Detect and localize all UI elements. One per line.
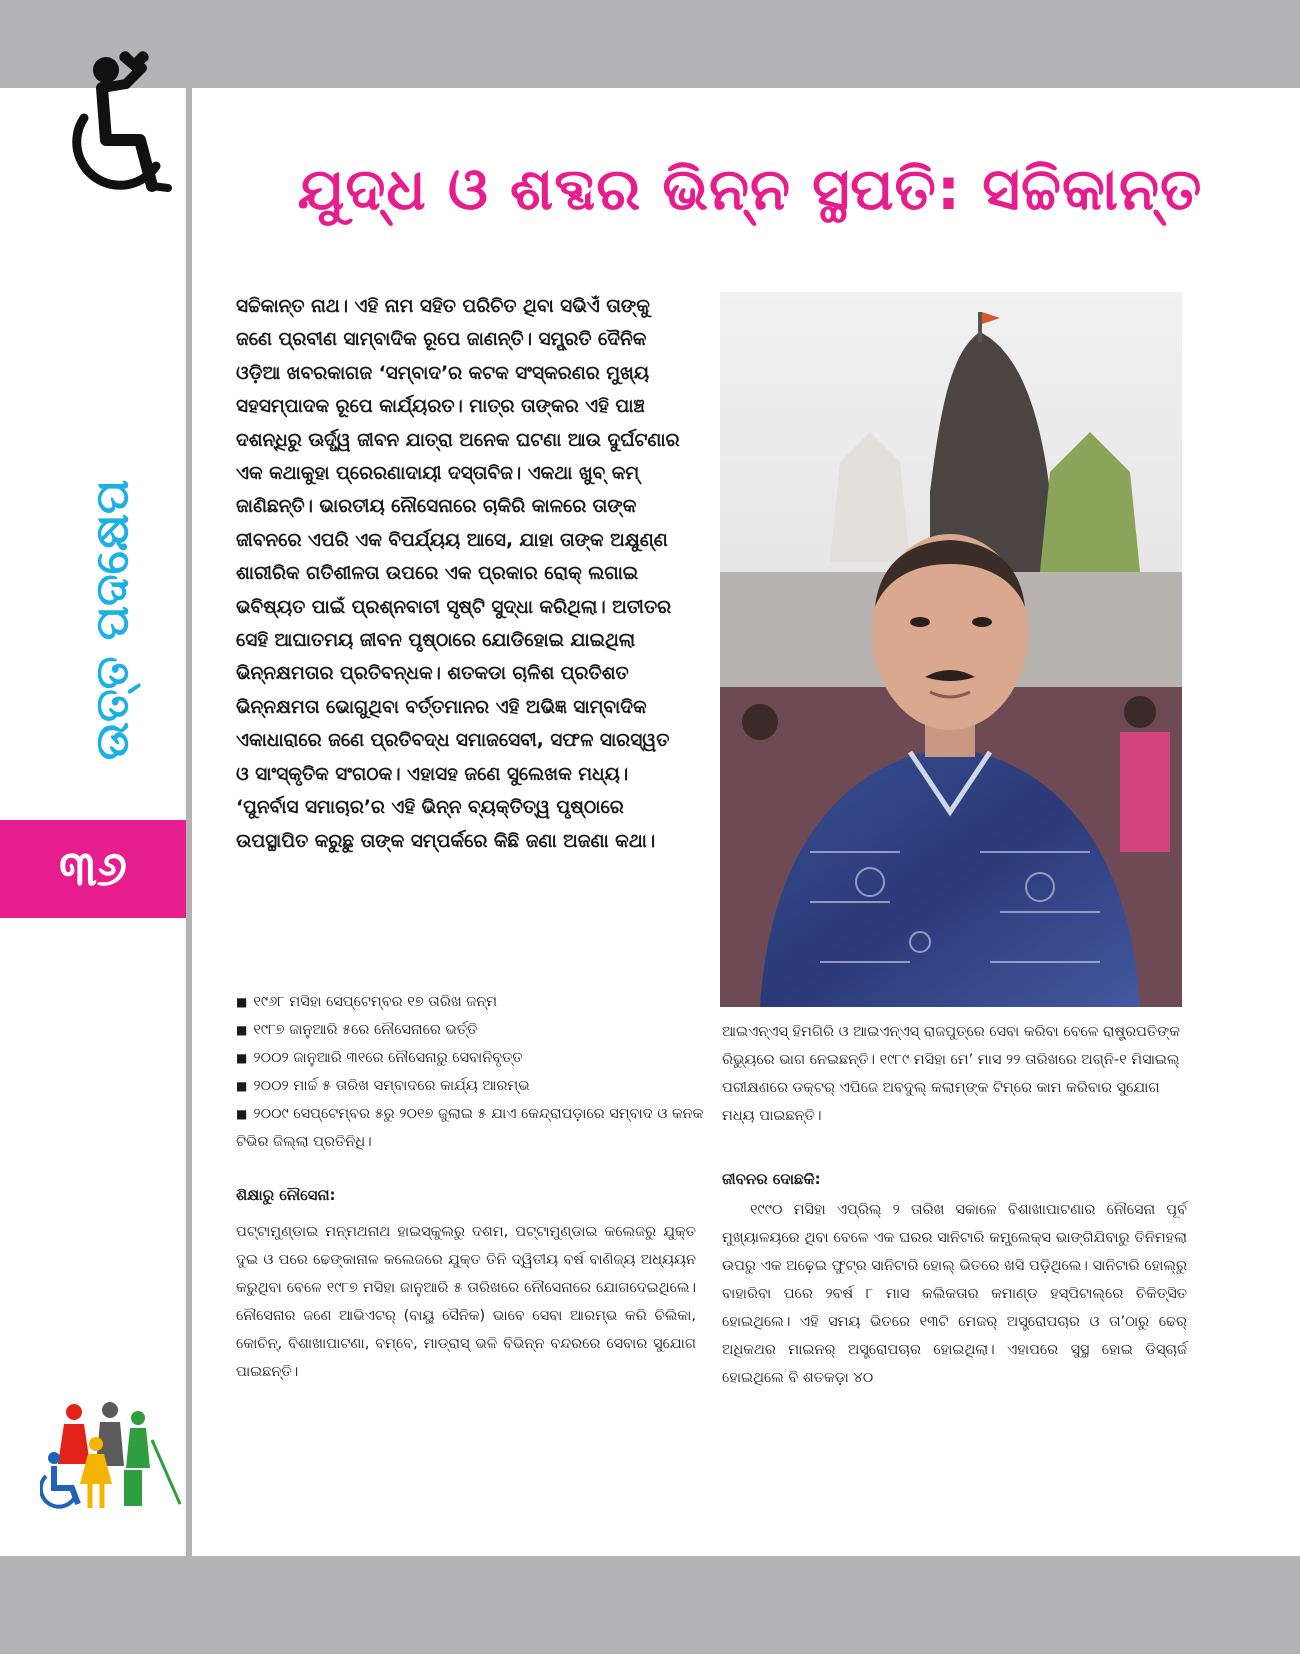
list-item: ■ ୨୦୦୨ ମାର୍ଚ୍ଚ ୫ ତାରିଖ ସମ୍ବାଦରେ କାର୍ଯ୍ୟ ଆରମ୍ଭ (236, 1072, 706, 1100)
section-heading-life: ଜୀବନର ଦୋଛକି: (722, 1170, 821, 1188)
section-heading-navy: ଶିକ୍ଷାରୁ ନୌସେନା: (236, 1186, 336, 1204)
wheelchair-user-icon (44, 48, 174, 208)
list-item: ■ ୧୯୬୮ ମସିହା ସେପ୍ଟେମ୍ବର ୧୭ ତାରିଖ ଜନ୍ମ (236, 988, 706, 1016)
list-item: ■ ୨୦୦୯ ସେପ୍ଟେମ୍ବର ୫ରୁ ୨୦୧୭ ଜୁଲାଇ ୫ ଯାଏ କେନ୍ଦ୍ରାପଡ଼ାରେ ସମ୍ବାଦ ଓ କନକ ଟିଭିର ଜିଲ୍ଲା ପ୍ରତିନିଧି। (236, 1100, 706, 1156)
portrait-photo (720, 292, 1182, 1007)
list-item: ■ ୧୯୮୭ ଜାନୁଆରି ୫ରେ ନୌସେନାରେ ଭର୍ତ୍ତି (236, 1016, 706, 1044)
top-gray-band (0, 0, 1300, 88)
section-text-navy: ପଟ୍ଟାମୁଣ୍ଡାଇ ମନ୍ମଥନାଥ ହାଇସ୍କୁଲରୁ ଦଶମ, ପଟ୍ଟାମୁଣ୍ଡାଇ କଲେଜରୁ ଯୁକ୍ତ ଦୁଇ ଓ ପରେ ଢେଙ୍କାନାଳ କଲେଜରେ ଯୁକ୍ତ ତିନି ଦ୍ୱିତୀୟ ବର୍ଷ ବାଣିଜ୍ୟ ଅଧ୍ୟୟନ କରୁଥିବା ବେଳେ ୧୯୮୭ ମସିହା ଜାନୁଆରି ୫ ତାରିଖରେ ନୌସେନାରେ ଯୋଗଦେଇଥିଲେ। ନୌସେନାର ଜଣେ ଆଭିଏଟର୍ (ବାୟୁ ସୈନିକ) ଭାବେ ସେବା ଆରମ୍ଭ କରି ଚିଲିକା, କୋଚିନ୍, ବିଶାଖାପାଟଣା, ବମ୍ବେ, ମାଡ୍ରାସ୍ ଭଳି ବିଭିନ୍ନ ବନ୍ଦରରେ ସେବାର ସୁଯୋଗ ପାଇଛନ୍ତି। (236, 1224, 696, 1380)
page-title: ଯୁଦ୍ଧ ଓ ଶବ୍ଦର ଭିନ୍ନ ସ୍ଥପତି: ସଚ୍ଚିକାନ୍ତ (297, 155, 1203, 223)
section-text-life: ୧୯୯୦ ମସିହା ଏପ୍ରିଲ୍ ୨ ତାରିଖ ସକାଳେ ବିଶାଖାପାଟଣାର ନୌସେନା ପୂର୍ବ ମୁଖ୍ୟାଳୟରେ ଥିବା ବେଳେ ଏକ ଘରର ସାନିଟାରି କମ୍ପ୍ଲେକ୍ସ ଭାଙ୍ଗିଯିବାରୁ ତିନିମହଲା ଉପରୁ ଏକ ଅଢ଼େଇ ଫୁଟ୍‌ର ସାନିଟାରି ହୋଲ୍ ଭିତରେ ଖସି ପଡ଼ିଥିଲେ। ସାନିଟାରି ହୋଲ୍‌ରୁ ବାହାରିବା ପରେ ୨ବର୍ଷ ୮ ମାସ କଲିକତାର କମାଣ୍ଡ ହସ୍‌ପିଟାଲ୍‌ରେ ଚିକିତ୍ସିତ ହୋଇଥିଲେ। ଏହି ସମୟ ଭିତରେ ୧୩ଟି ମେଜର୍ ଅସ୍ତ୍ରୋପଚାର ଓ ତା’ଠାରୁ ଢେର୍ ଅଧିକଥର ମାଇନର୍ ଅସ୍ତ୍ରୋପଚାର ହୋଇଥିଲା। ଏହାପରେ ସୁସ୍ଥ ହୋଇ ଡିସ୍‌ଚାର୍ଜ ହୋଇଥିଲେ ବି ଶତକଡ଼ା ୪୦ (722, 1202, 1187, 1386)
bottom-gray-band (0, 1556, 1300, 1654)
fact-list (236, 988, 706, 1156)
disability-people-logo-icon (40, 1400, 190, 1510)
intro-paragraph: ସଚ୍ଚିକାନ୍ତ ନାଥ। ଏହି ନାମ ସହିତ ପରିଚିତ ଥିବା ସଭିଏଁ ତାଙ୍କୁ ଜଣେ ପ୍ରବୀଣ ସାମ୍ବାଦିକ ରୂପେ ଜାଣନ୍ତି। ସମ୍ପ୍ରତି ଦୈନିକ ଓଡ଼ିଆ ଖବରକାଗଜ ‘ସମ୍ବାଦ’ର କଟକ ସଂସ୍କରଣର ମୁଖ୍ୟ ସହସମ୍ପାଦକ ରୂପେ କାର୍ଯ୍ୟରତ। ମାତ୍ର ତାଙ୍କର ଏହି ପାଞ୍ଚ ଦଶନ୍ଧିରୁ ଊର୍ଦ୍ଧ୍ୱ ଜୀବନ ଯାତ୍ରା ଅନେକ ଘଟଣା ଆଉ ଦୁର୍ଘଟଣାର ଏକ କଥାକୁହା ପ୍ରେରଣାଦାୟୀ ଦସ୍ତାବିଜ। ଏକଥା ଖୁବ୍ କମ୍ ଜାଣିଛନ୍ତି। ଭାରତୀୟ ନୌସେନାରେ ଚାକିରି କାଳରେ ତାଙ୍କ ଜୀବନରେ ଏପରି ଏକ ବିପର୍ଯ୍ୟୟ ଆସେ, ଯାହା ତାଙ୍କ ଅକ୍ଷୁଣ୍ଣ ଶାରୀରିକ ଗତିଶୀଳତା ଉପରେ ଏକ ପ୍ରକାର ରୋକ୍ ଲଗାଇ ଭବିଷ୍ୟତ ପାଇଁ ପ୍ରଶ୍ନବାଚୀ ସୃଷ୍ଟି ସୁଦ୍ଧା କରିଥିଲା। ଅତୀତର ସେହି ଆଘାତମୟ ଜୀବନ ପୃଷ୍ଠାରେ ଯୋଡିହୋଇ ଯାଇଥିଲା ଭିନ୍ନକ୍ଷମତାର ପ୍ରତିବନ୍ଧକ। ଶତକଡା ଚାଳିଶ ପ୍ରତିଶତ ଭିନ୍ନକ୍ଷମତା ଭୋଗୁଥିବା ବର୍ତ୍ତମାନର ଏହି ଅଭିଜ୍ଞ ସାମ୍ବାଦିକ ଏକାଧାରାରେ ଜଣେ ପ୍ରତିବଦ୍ଧ ସମାଜସେବୀ, ସଫଳ ସାରସ୍ୱତ ଓ ସାଂସ୍କୃତିକ ସଂଗଠକ। ଏହାସହ ଜଣେ ସୁଲେଖକ ମଧ୍ୟ। ‘ପୁନର୍ବାସ ସମାଚାର’ର ଏହି ଭିନ୍ନ ବ୍ୟକ୍ତିତ୍ୱ ପୃଷ୍ଠାରେ ଉପସ୍ଥାପିତ କରୁଛୁ ତାଙ୍କ ସମ୍ପର୍କରେ କିଛି ଜଣା ଅଜଣା କଥା। (236, 296, 680, 852)
side-title-text: ଉତ୍ତ ପଦକ୍ଷେପ (84, 479, 139, 761)
side-divider (186, 88, 192, 1556)
photo-caption: ଆଇଏନ୍‌ଏସ୍ ହିମଗିରି ଓ ଆଇଏନ୍‌ଏସ୍ ରାଜପୁତ୍‌ରେ ସେବା କରିବା ବେଳେ ରାଷ୍ଟ୍ରପତିଙ୍କ ରିଭ୍ୟୁରେ ଭାଗ ନେଇଛନ୍ତି। ୧୯୮୯ ମସିହା ମେ’ ମାସ ୨୨ ତାରିଖରେ ଅଗ୍ନି-୧ ମିସାଇଲ୍ ପରୀକ୍ଷଣରେ ଡକ୍ଟର୍ ଏପିଜେ ଅବଦୁଲ୍ କଲାମ୍‌ଙ୍କ ଟିମ୍‌ରେ କାମ କରିବାର ସୁଯୋଗ ମଧ୍ୟ ପାଇଛନ୍ତି। (722, 1024, 1180, 1124)
section-side-title (52, 470, 172, 770)
page-number-badge: ୩୬ (0, 820, 186, 918)
list-item: ■ ୨୦୦୨ ଜାନୁଆରି ୩୧ରେ ନୌସେନାରୁ ସେବାନିବୃତ୍ତ (236, 1044, 706, 1072)
